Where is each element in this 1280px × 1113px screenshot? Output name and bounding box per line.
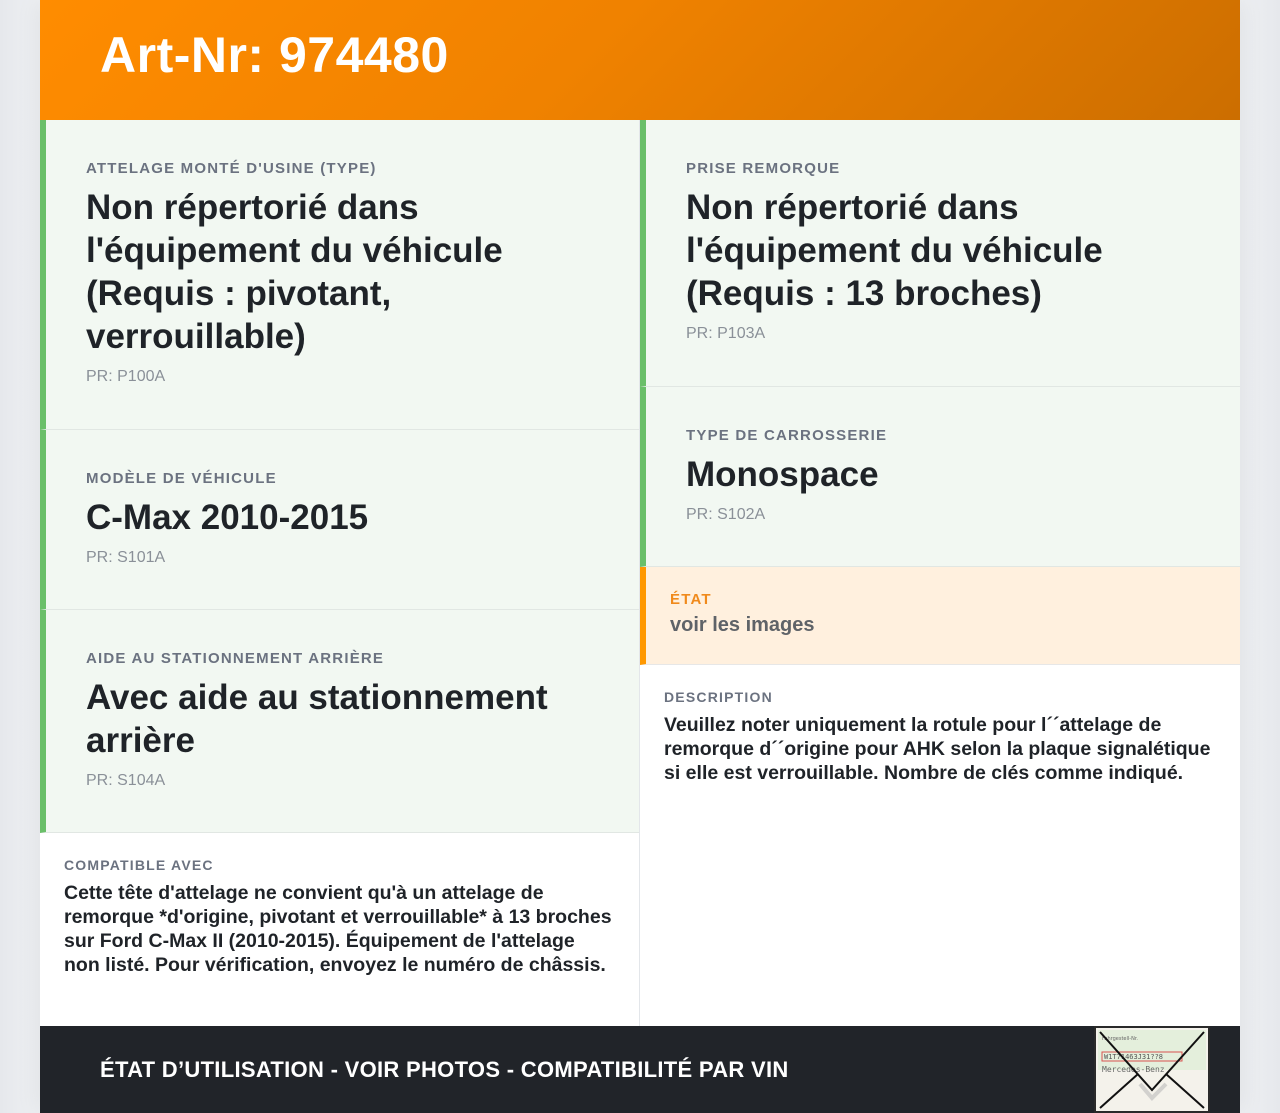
spec-value: C-Max 2010-2015: [86, 498, 369, 537]
envelope-vin-document-icon[interactable]: [1094, 1026, 1210, 1113]
spec-label: TYPE DE CARROSSERIE: [686, 427, 888, 444]
spec-cell-trailer-socket: [640, 120, 1240, 387]
description-label: DESCRIPTION: [664, 689, 773, 705]
condition-label: ÉTAT: [670, 591, 712, 608]
spec-cell-vehicle-model: [40, 430, 639, 610]
svg-text:Mercedes-Benz: Mercedes-Benz: [1102, 1065, 1165, 1074]
svg-text:W1T71463J31??8: W1T71463J31??8: [1104, 1053, 1164, 1061]
spec-pr-code: PR: P103A: [686, 325, 766, 342]
footer-text: ÉTAT D’UTILISATION - VOIR PHOTOS - COMPATIBILITÉ PAR VIN: [100, 1056, 789, 1082]
spec-pr-code: PR: P100A: [86, 368, 166, 385]
spec-grid: [40, 120, 1240, 1026]
envelope-graphic: [1096, 1028, 1208, 1111]
spec-label: PRISE REMORQUE: [686, 160, 841, 177]
article-number-title: Art-Nr: 974480: [100, 27, 449, 83]
spec-cell-factory-hitch: [40, 120, 639, 430]
spec-cell-parking-aid: [40, 610, 639, 833]
description-text: Veuillez noter uniquement la rotule pour l´´attelage de remorque d´´origine pour AHK selon la plaque signalétique si elle est verrouillable. Nombre de clés comme indiqué.: [664, 714, 1211, 784]
svg-text:Fahrgestell-Nr.: Fahrgestell-Nr.: [1102, 1036, 1139, 1042]
spec-label: AIDE AU STATIONNEMENT ARRIÈRE: [86, 650, 385, 667]
spec-value: Avec aide au stationnement arrière: [86, 678, 548, 760]
spec-label: ATTELAGE MONTÉ D'USINE (TYPE): [86, 160, 377, 177]
spec-pr-code: PR: S102A: [686, 506, 766, 523]
compatible-label: COMPATIBLE AVEC: [64, 857, 214, 873]
condition-box: [640, 567, 1240, 665]
compatible-section: [40, 833, 639, 1026]
description-section: [640, 665, 1240, 1026]
compatible-text: Cette tête d'attelage ne convient qu'à un attelage de remorque *d'origine, pivotant et verrouillable* à 13 broches sur Ford C-Max II (2010-2015). Équipement de l'attelage non listé. Pour vérification, envoyez le numéro de châssis.: [64, 882, 612, 976]
header-banner: [40, 0, 1240, 120]
spec-pr-code: PR: S104A: [86, 772, 166, 789]
left-column: [40, 120, 640, 1026]
spec-value: Non répertorié dans l'équipement du véhicule (Requis : pivotant, verrouillable): [86, 188, 503, 356]
spec-pr-code: PR: S101A: [86, 549, 166, 566]
product-card: [40, 0, 1240, 1113]
spec-label: MODÈLE DE VÉHICULE: [86, 470, 277, 487]
spec-cell-body-type: [640, 387, 1240, 567]
spec-value: Non répertorié dans l'équipement du véhicule (Requis : 13 broches): [686, 188, 1103, 313]
spec-value: Monospace: [686, 455, 879, 494]
right-column: [640, 120, 1240, 1026]
condition-value: voir les images: [670, 614, 815, 636]
footer-banner: [40, 1026, 1240, 1113]
